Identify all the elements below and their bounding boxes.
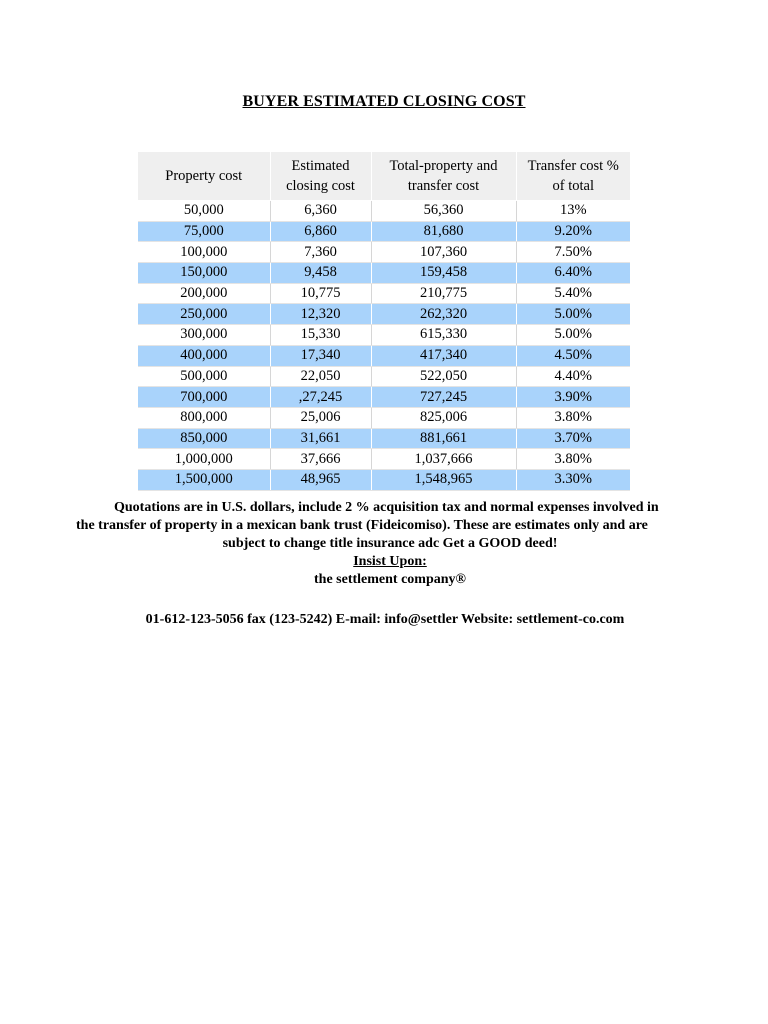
cell-transfer-percent: 3.90% (516, 387, 630, 408)
cell-property-cost: 500,000 (138, 366, 270, 387)
cell-transfer-percent: 7.50% (516, 242, 630, 263)
page-title: BUYER ESTIMATED CLOSING COST (242, 93, 526, 110)
table-row (138, 242, 630, 263)
cell-total-cost: 1,037,666 (371, 449, 516, 470)
cell-property-cost: 300,000 (138, 325, 270, 346)
table-row (138, 366, 630, 387)
table-row (138, 325, 630, 346)
cell-estimated-closing-cost: 12,320 (270, 304, 371, 325)
cell-property-cost: 100,000 (138, 242, 270, 263)
cell-property-cost: 400,000 (138, 345, 270, 366)
cell-estimated-closing-cost: 22,050 (270, 366, 371, 387)
table-body (138, 201, 630, 491)
table-row (138, 201, 630, 222)
cell-property-cost: 1,000,000 (138, 449, 270, 470)
cell-estimated-closing-cost: 48,965 (270, 469, 371, 490)
cell-total-cost: 210,775 (371, 283, 516, 304)
company-name: the settlement company® (314, 572, 466, 587)
cell-total-cost: 107,360 (371, 242, 516, 263)
cell-estimated-closing-cost: 6,360 (270, 201, 371, 222)
cell-property-cost: 200,000 (138, 283, 270, 304)
cell-total-cost: 522,050 (371, 366, 516, 387)
cell-estimated-closing-cost: 17,340 (270, 345, 371, 366)
cell-estimated-closing-cost: 37,666 (270, 449, 371, 470)
cell-total-cost: 159,458 (371, 263, 516, 284)
cell-total-cost: 262,320 (371, 304, 516, 325)
cell-property-cost: 850,000 (138, 428, 270, 449)
table-row (138, 407, 630, 428)
cell-transfer-percent: 13% (516, 201, 630, 222)
cell-transfer-percent: 3.80% (516, 449, 630, 470)
table-row (138, 283, 630, 304)
contact-info: 01-612-123-5056 fax (123-5242) E-mail: info@settler Website: settlement-co.com (145, 612, 625, 627)
cell-total-cost: 615,330 (371, 325, 516, 346)
cell-total-cost: 81,680 (371, 221, 516, 242)
table-row (138, 387, 630, 408)
cell-estimated-closing-cost: ,27,245 (270, 387, 371, 408)
notes-line-3: subject to change title insurance adc Get a GOOD deed! (222, 536, 558, 551)
table-row (138, 428, 630, 449)
insist-upon-heading: Insist Upon: (353, 554, 427, 569)
table-row (138, 221, 630, 242)
cell-transfer-percent: 3.30% (516, 469, 630, 490)
cell-transfer-percent: 4.40% (516, 366, 630, 387)
cell-transfer-percent: 5.00% (516, 325, 630, 346)
cell-transfer-percent: 5.00% (516, 304, 630, 325)
closing-cost-table-container (138, 152, 630, 491)
cell-property-cost: 250,000 (138, 304, 270, 325)
quotation-notes (60, 499, 720, 589)
header-property-cost: Property cost (138, 152, 270, 201)
header-total-property-transfer-cost: Total-property and transfer cost (371, 152, 516, 201)
cell-total-cost: 727,245 (371, 387, 516, 408)
cell-transfer-percent: 3.80% (516, 407, 630, 428)
cell-estimated-closing-cost: 10,775 (270, 283, 371, 304)
cell-transfer-percent: 5.40% (516, 283, 630, 304)
cell-estimated-closing-cost: 31,661 (270, 428, 371, 449)
cell-estimated-closing-cost: 25,006 (270, 407, 371, 428)
header-estimated-closing-cost: Estimated closing cost (270, 152, 371, 201)
header-transfer-cost-percent: Transfer cost % of total (516, 152, 630, 201)
cell-estimated-closing-cost: 7,360 (270, 242, 371, 263)
table-row (138, 449, 630, 470)
cell-total-cost: 881,661 (371, 428, 516, 449)
table-row (138, 304, 630, 325)
notes-line-1: Quotations are in U.S. dollars, include 2 % acquisition tax and normal expenses involved in (114, 500, 659, 515)
cell-estimated-closing-cost: 6,860 (270, 221, 371, 242)
cell-property-cost: 1,500,000 (138, 469, 270, 490)
notes-line-2: the transfer of property in a mexican bank trust (Fideicomiso). These are estimates only and are (76, 518, 648, 533)
cell-estimated-closing-cost: 9,458 (270, 263, 371, 284)
cell-property-cost: 700,000 (138, 387, 270, 408)
table-header (138, 152, 630, 201)
cell-transfer-percent: 6.40% (516, 263, 630, 284)
cell-property-cost: 75,000 (138, 221, 270, 242)
cell-property-cost: 150,000 (138, 263, 270, 284)
table-row (138, 263, 630, 284)
table-header-row (138, 152, 630, 201)
closing-cost-table (138, 152, 630, 491)
cell-total-cost: 825,006 (371, 407, 516, 428)
table-row (138, 345, 630, 366)
cell-estimated-closing-cost: 15,330 (270, 325, 371, 346)
cell-total-cost: 417,340 (371, 345, 516, 366)
cell-total-cost: 1,548,965 (371, 469, 516, 490)
cell-total-cost: 56,360 (371, 201, 516, 222)
cell-transfer-percent: 3.70% (516, 428, 630, 449)
cell-property-cost: 50,000 (138, 201, 270, 222)
cell-transfer-percent: 4.50% (516, 345, 630, 366)
cell-transfer-percent: 9.20% (516, 221, 630, 242)
cell-property-cost: 800,000 (138, 407, 270, 428)
table-row (138, 469, 630, 490)
